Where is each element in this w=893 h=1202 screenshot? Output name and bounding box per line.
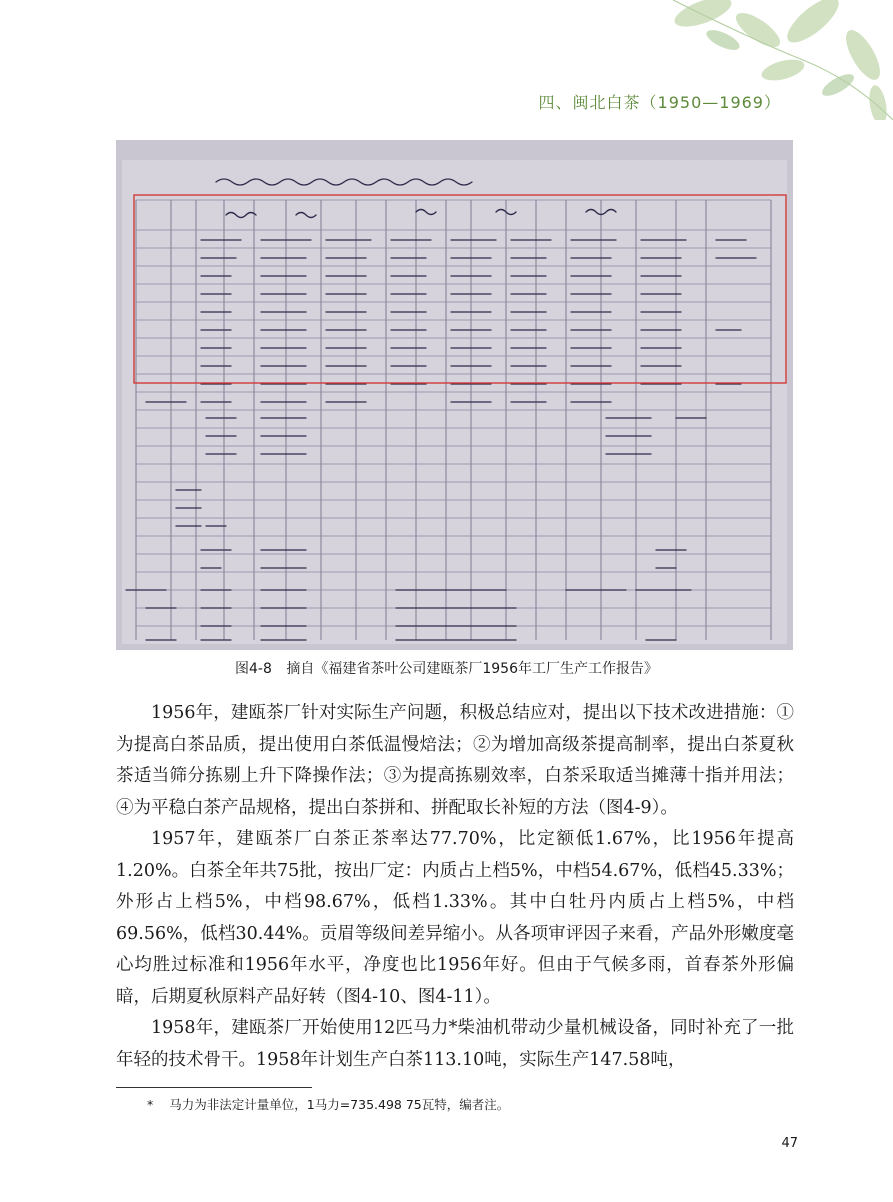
archival-table-photo [116,140,793,650]
page-number: 47 [781,1136,798,1151]
figure-caption [0,658,893,678]
footnote-mark: * [147,1097,154,1112]
paragraph: 1956年，建瓯茶厂针对实际生产问题，积极总结应对，提出以下技术改进措施：①为提高白茶品质，提出使用白茶低温慢焙法；②为增加高级茶提高制率，提出白茶夏秋茶适当筛分拣剔上升下降操作法；③为提高拣剔效率，白茶采取适当摊薄十指并用法；④为平稳白茶产品规格，提出白茶拼和、拼配取长补短的方法（图4-9）。 [116,703,794,818]
figure-caption-text: 摘自《福建省茶叶公司建瓯茶厂1956年工厂生产工作报告》 [286,661,658,677]
paragraph: 1958年，建瓯茶厂开始使用12匹马力*柴油机带动少量机械设备，同时补充了一批年轻的技术骨干。1958年计划生产白茶113.10吨，实际生产147.58吨， [116,1018,794,1070]
chapter-title: 四、闽北白茶（1950—1969） [538,93,781,112]
footnote [147,1095,509,1113]
footnote-divider [116,1087,312,1088]
footnote-text: 马力为非法定计量单位，1马力=735.498 75瓦特，编者注。 [169,1097,510,1112]
figure-number: 图4-8 [235,661,272,677]
body-text [116,698,794,1076]
paragraph: 1957年，建瓯茶厂白茶正茶率达77.70%，比定额低1.67%，比1956年提高1.20%。白茶全年共75批，按出厂定：内质占上档5%，中档54.67%，低档45.33%；外形占上档5%，中档98.67%，低档1.33%。其中白牡丹内质占上档5%，中档69.56%，低档30.44%。贡眉等级间差异缩小。从各项审评因子来看，产品外形嫩度毫心均胜过标准和1956年水平，净度也比1956年好。但由于气候多雨，首春茶外形偏暗，后期夏秋原料产品好转（图4-10、图4-11）。 [116,829,794,1007]
